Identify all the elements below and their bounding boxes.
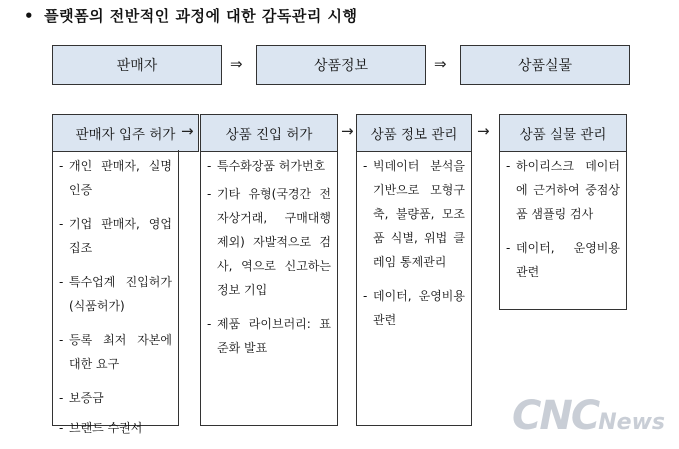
- stage-arrow-3: →: [477, 122, 490, 140]
- heading-text: 플랫폼의 전반적인 과정에 대한 감독관리 시행: [44, 7, 358, 25]
- stage-header-seller-entry: 판매자 입주 허가: [52, 114, 199, 152]
- list-item: - 데이터, 운영비용 관련: [506, 236, 620, 284]
- watermark-logo: [512, 393, 665, 439]
- stage-body-physical: [499, 150, 627, 310]
- flow-arrow-2: ⇒: [434, 55, 447, 73]
- list-item: - 개인 판매자, 실명인증: [59, 154, 172, 202]
- stage-body-product-entry: [200, 150, 338, 426]
- stage-arrow-2: →: [341, 122, 354, 140]
- list-item: - 제품 라이브러리: 표준화 발표: [207, 312, 331, 360]
- flow-box-physical-product: 상품실물: [460, 45, 630, 85]
- watermark-sub: News: [598, 410, 665, 435]
- section-heading: [24, 5, 358, 26]
- list-item: - 기업 판매자, 영업집조: [59, 212, 172, 260]
- stage-arrow-1: →: [181, 122, 194, 140]
- stage-header-product-info: 상품 정보 관리: [356, 114, 472, 152]
- list-item: - 보증금: [59, 386, 172, 410]
- watermark-main: CNC: [512, 393, 599, 439]
- flow-box-product-info: 상품정보: [256, 45, 426, 85]
- heading-bullet: •: [24, 7, 35, 25]
- stage-header-product-entry: 상품 진입 허가: [200, 114, 338, 152]
- list-item: - 특수업계 진입허가 (식품허가): [59, 270, 172, 318]
- list-item: - 특수화장품 허가번호: [207, 154, 331, 178]
- list-item: - 등록 최저 자본에 대한 요구: [59, 328, 172, 376]
- list-item: - 빅데이터 분석을 기반으로 모형구축, 불량품, 모조품 식별, 위법 클레임 통제관리: [363, 154, 465, 274]
- list-item: - 기타 유형(국경간 전자상거래, 구매대행 제외) 자발적으로 검사, 역으로 신고하는 정보 기입: [207, 182, 331, 302]
- stage-body-seller-entry: [52, 150, 179, 435]
- list-item: - 브랜드 수권서: [59, 416, 172, 440]
- list-item: - 하이리스크 데이터에 근거하여 중점상품 샘플링 검사: [506, 154, 620, 226]
- stage-header-physical: 상품 실물 관리: [499, 114, 627, 152]
- list-item: - 데이터, 운영비용 관련: [363, 284, 465, 332]
- stage-body-product-info: [356, 150, 472, 426]
- flow-arrow-1: ⇒: [230, 55, 243, 73]
- flow-box-seller: 판매자: [52, 45, 222, 85]
